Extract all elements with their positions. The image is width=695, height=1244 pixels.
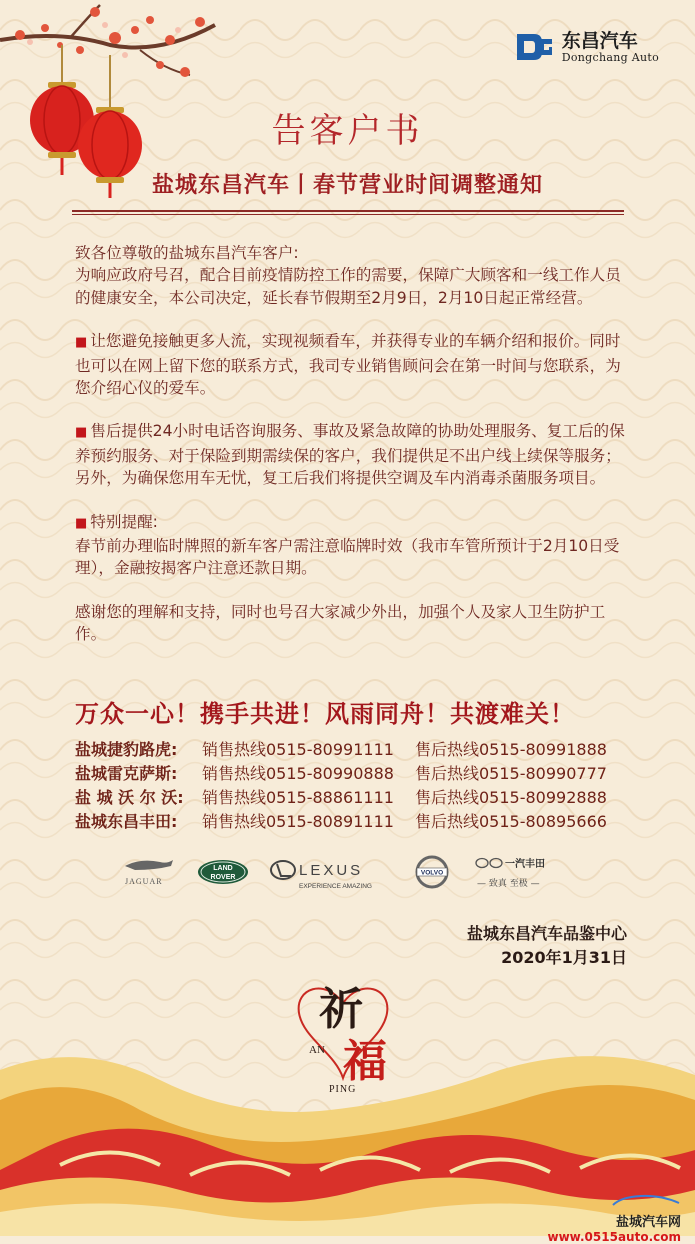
hotline-row [75,762,635,786]
blessing-char-1: 祈 [319,984,363,1035]
bullet-square-icon: ■ [75,515,88,531]
service-hotline: 售后热线0515-80991888 [415,740,607,759]
store-name: 盐 城 沃 尔 沃: [75,788,184,807]
service-hotline: 售后热线0515-80990777 [415,764,607,783]
hotline-row [75,810,635,834]
store-name: 盐城东昌丰田: [75,812,178,831]
hotline-row [75,738,635,762]
brand-logo [514,30,659,64]
dongchang-logo-icon [514,30,554,64]
bullet-square-icon: ■ [75,425,88,441]
watermark-site-name: 盐城汽车网 [615,1215,681,1230]
bullet-square-icon: ■ [75,335,88,351]
lexus-tagline: EXPERIENCE AMAZING [299,883,372,890]
brand-name-cn: 东昌汽车 [561,29,638,52]
landrover-label-2: ROVER [210,874,236,881]
lexus-logo-icon [271,861,372,890]
service-hotline: 售后热线0515-80895666 [415,812,607,831]
sales-hotline: 销售热线0515-80991111 [202,740,394,759]
service-hotline: 售后热线0515-80992888 [415,788,607,807]
landrover-label-1: LAND [213,865,233,872]
jaguar-label: JAGUAR [125,877,163,886]
greeting: 致各位尊敬的盐城东昌汽车客户: [75,244,299,262]
hotline-row [75,786,635,810]
car-silhouette-icon [611,1193,681,1207]
sales-hotline: 销售热线0515-80990888 [202,764,394,783]
sales-hotline: 销售热线0515-80891111 [202,812,394,831]
faw-toyota-label: 一汽丰田 [505,859,545,870]
volvo-logo-icon [417,857,447,887]
landrover-logo-icon [198,860,248,884]
signature [467,922,627,970]
faw-toyota-logo-icon [476,857,545,889]
bullet-paragraph-2: 售后提供24小时电话咨询服务、事故及紧急故障的协助处理服务、复工后的保养预约服务、对于保险到期需续保的客户，我们提供足不出户线上续保等服务；另外，为确保您用车无忧，复工后我们将提供空调及车内消毒杀菌服务项目。 [75,422,625,488]
slogan: 万众一心！携手共进！风雨同舟！共渡难关！ [75,700,575,728]
bullet-paragraph-1: 让您避免接触更多人流，实现视频看车，并获得专业的车辆介绍和报价。同时也可以在网上留下您的联系方式，我司专业销售顾问会在第一时间与您联系，为您介绍心仪的爱车。 [75,332,621,398]
watermark-url: www.0515auto.com [547,1230,681,1244]
divider [72,210,624,212]
divider-thin [72,214,624,215]
reminder-title: 特别提醒: [90,512,158,531]
watermark [548,1192,682,1244]
signature-date: 2020年1月31日 [501,948,627,967]
page-title: 告客户书 [271,111,424,151]
brand-name-en: Dongchang Auto [561,50,659,64]
blessing-char-2: 福 [343,1036,387,1087]
lexus-label: LEXUS [299,862,364,879]
thanks-paragraph: 感谢您的理解和支持，同时也号召大家减少外出，加强个人及家人卫生防护工作。 [75,602,606,644]
sales-hotline: 销售热线0515-88861111 [202,788,394,807]
page-subtitle: 盐城东昌汽车丨春节营业时间调整通知 [151,173,543,198]
hotline-list [75,738,635,834]
intro-paragraph: 为响应政府号召，配合目前疫情防控工作的需要，保障广大顾客和一线工作人员的健康安全，本公司决定，延长春节假期至2月9日，2月10日起正常经营。 [75,266,621,307]
store-name: 盐城雷克萨斯: [75,764,178,783]
volvo-label: VOLVO [420,869,444,877]
notice-body [75,242,633,667]
reminder-paragraph: 春节前办理临时牌照的新车客户需注意临牌时效（我市车管所预计于2月10日受理），金融按揭客户注意还款日期。 [75,537,620,578]
blessing-pinyin-2: PING [329,1084,357,1095]
jaguar-logo-icon [125,860,173,886]
store-name: 盐城捷豹路虎: [75,740,178,759]
blessing-pinyin-1: AN [309,1044,325,1056]
brand-logos-row [105,850,595,894]
signature-org: 盐城东昌汽车品鉴中心 [466,924,627,943]
faw-toyota-tagline: — 致真 至极 — [477,879,540,889]
